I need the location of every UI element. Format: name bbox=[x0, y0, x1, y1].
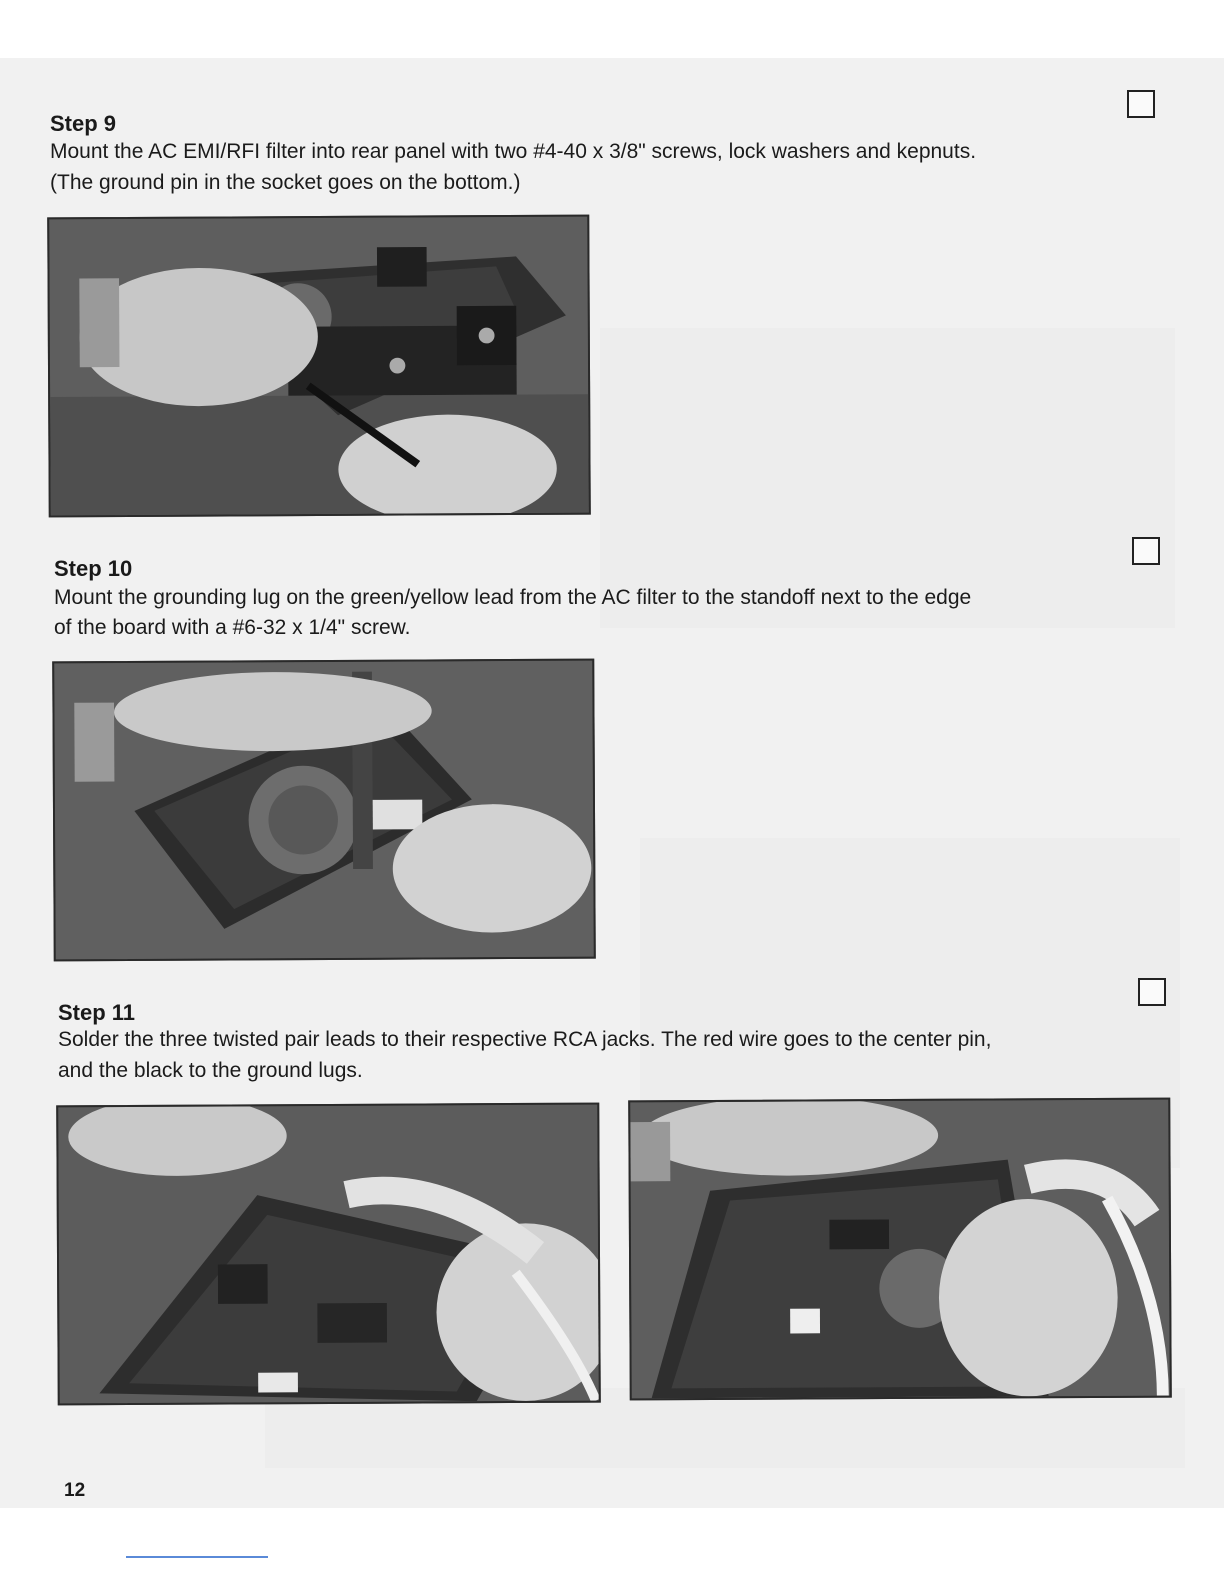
step-9-line-2: (The ground pin in the socket goes on the bottom.) bbox=[50, 171, 521, 194]
step-11-title: Step 11 bbox=[58, 1000, 136, 1025]
step-11-photo-left bbox=[56, 1103, 601, 1406]
step-9-checkbox[interactable] bbox=[1127, 90, 1155, 118]
step-11-photo-right bbox=[628, 1098, 1172, 1401]
step-10-checkbox[interactable] bbox=[1132, 537, 1160, 565]
step-11-line-2: and the black to the ground lugs. bbox=[58, 1059, 363, 1082]
step-9-line-1: Mount the AC EMI/RFI filter into rear panel with two #4-40 x 3/8" screws, lock washers and kepnuts. bbox=[50, 140, 977, 163]
step-9-photo bbox=[47, 215, 591, 518]
step-10-photo bbox=[52, 659, 596, 962]
step-10-title: Step 10 bbox=[54, 556, 133, 581]
page-number: 12 bbox=[64, 1480, 86, 1501]
step-9-title: Step 9 bbox=[50, 111, 117, 136]
step-10-line-2: of the board with a #6-32 x 1/4" screw. bbox=[54, 616, 411, 639]
step-11-checkbox[interactable] bbox=[1138, 978, 1166, 1006]
step-10-line-1: Mount the grounding lug on the green/yellow lead from the AC filter to the standoff next to the edge bbox=[54, 586, 972, 609]
step-11-line-1: Solder the three twisted pair leads to their respective RCA jacks. The red wire goes to the center pin, bbox=[58, 1028, 992, 1051]
bottom-rule bbox=[126, 1556, 268, 1558]
